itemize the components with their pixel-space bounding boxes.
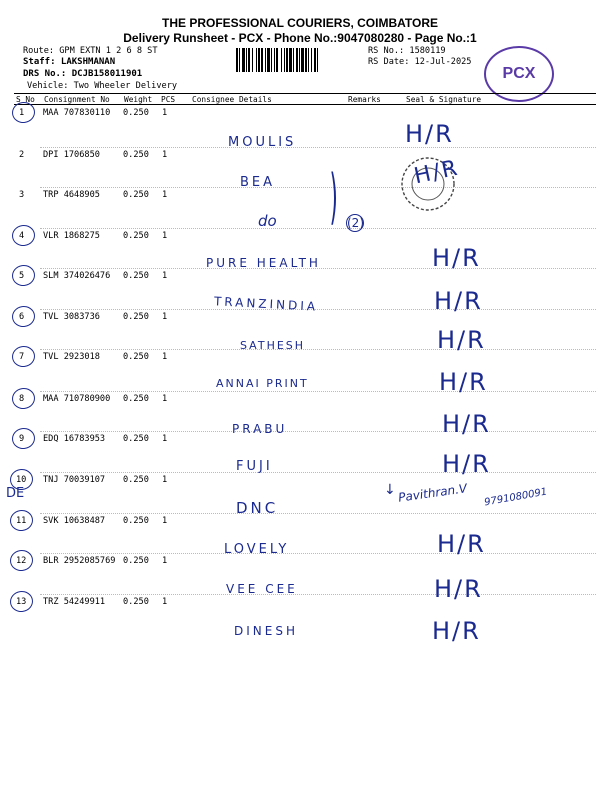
row-sno: 4	[19, 231, 25, 241]
arrow-icon: ↓	[384, 482, 396, 498]
row-pcs: 1	[162, 190, 168, 200]
row-weight: 0.250	[123, 475, 149, 485]
row-pcs: 1	[162, 516, 168, 526]
serial-circle-mark	[9, 590, 35, 614]
row-pcs: 1	[162, 475, 168, 485]
row-pcs: 1	[162, 108, 168, 118]
row-pcs: 1	[162, 271, 168, 281]
rs-date: RS Date: 12-Jul-2025	[368, 57, 472, 67]
serial-circle-mark	[11, 224, 37, 248]
row-weight: 0.250	[123, 556, 149, 566]
row-sno: 9	[19, 434, 25, 444]
row-weight: 0.250	[123, 516, 149, 526]
row-sno: 12	[16, 556, 27, 566]
row-sno: 3	[19, 190, 25, 200]
barcode-bar	[308, 48, 309, 72]
row-divider	[40, 472, 596, 473]
barcode-bar	[246, 48, 247, 72]
row-divider	[40, 228, 596, 229]
staff-line: Staff: LAKSHMANAN	[23, 57, 116, 67]
barcode-bar	[286, 48, 288, 72]
row-weight: 0.250	[123, 312, 149, 322]
header-rule-top	[14, 93, 596, 94]
row-pcs: 1	[162, 434, 168, 444]
remark-phone: 9791080091	[483, 486, 549, 509]
row-consignment: BLR 2952085769	[43, 556, 116, 566]
company-name: THE PROFESSIONAL COURIERS, COIMBATORE	[161, 16, 439, 30]
row-weight: 0.250	[123, 150, 149, 160]
row-divider	[40, 187, 596, 188]
row-sno: 13	[16, 597, 27, 607]
handwritten-name: VEE CEE	[226, 582, 298, 596]
vehicle-line: Vehicle: Two Wheeler Delivery	[27, 81, 178, 91]
row-consignment: EDQ 16783953	[43, 434, 106, 444]
barcode-bar	[301, 48, 304, 72]
signature-hr: H/R	[432, 617, 481, 645]
row-consignment: TRP 4648905	[43, 190, 100, 200]
route-line: Route: GPM EXTN 1 2 6 8 ST	[23, 46, 158, 56]
barcode	[236, 48, 362, 72]
serial-circle-mark	[11, 387, 37, 411]
barcode-bar	[317, 48, 318, 72]
col-consignee: Consignee Details	[192, 95, 272, 104]
signature-hr: H/R	[434, 575, 483, 603]
row-pcs: 1	[162, 556, 168, 566]
barcode-bar	[274, 48, 275, 72]
col-pcs: PCS	[161, 95, 176, 104]
barcode-bar	[305, 48, 307, 72]
handwritten-bracket: )	[329, 162, 338, 232]
serial-circle-mark	[11, 264, 37, 288]
handwritten-name: MOULIS	[228, 135, 297, 150]
barcode-bar	[314, 48, 316, 72]
handwritten-name: LOVELY	[224, 542, 290, 557]
col-weight: Weight	[124, 95, 153, 104]
row-weight: 0.250	[123, 352, 149, 362]
signature-hr: H/R	[411, 155, 462, 190]
barcode-bar	[289, 48, 292, 72]
barcode-bar	[265, 48, 266, 72]
barcode-bar	[276, 48, 278, 72]
handwritten-name: DINESH	[234, 624, 298, 638]
barcode-bar	[311, 48, 312, 72]
serial-circle-mark	[9, 509, 35, 533]
margin-note: DE	[6, 486, 25, 501]
col-remarks: Remarks	[348, 95, 381, 104]
row-weight: 0.250	[123, 394, 149, 404]
signature-hr: H/R	[437, 530, 486, 558]
row-consignment: VLR 1868275	[43, 231, 100, 241]
serial-circle-mark	[9, 549, 35, 573]
row-divider	[40, 147, 596, 148]
col-sno: S No	[16, 95, 35, 104]
row-consignment: MAA 710780900	[43, 394, 111, 404]
row-pcs: 1	[162, 352, 168, 362]
serial-circle-mark	[11, 345, 37, 369]
barcode-bar	[284, 48, 285, 72]
signature-hr: H/R	[442, 410, 491, 438]
row-sno: 5	[19, 271, 25, 281]
row-pcs: 1	[162, 597, 168, 607]
handwritten-name: BEA	[240, 175, 276, 190]
row-sno: 8	[19, 394, 25, 404]
row-divider	[40, 349, 596, 350]
row-sno: 7	[19, 352, 25, 362]
row-weight: 0.250	[123, 434, 149, 444]
barcode-bar	[239, 48, 240, 72]
row-divider	[40, 553, 596, 554]
row-pcs: 1	[162, 312, 168, 322]
signature-hr: H/R	[434, 287, 483, 315]
barcode-bar	[271, 48, 272, 72]
serial-circle-mark	[11, 305, 37, 329]
row-consignment: TVL 2923018	[43, 352, 100, 362]
col-seal: Seal & Signature	[406, 95, 482, 104]
row-consignment: TVL 3083736	[43, 312, 100, 322]
barcode-bar	[261, 48, 263, 72]
handwritten-name: do	[258, 212, 277, 230]
row-consignment: SLM 374026476	[43, 271, 111, 281]
handwritten-name: ANNAI PRINT	[216, 377, 309, 390]
signature-hr: H/R	[437, 326, 486, 354]
row-divider	[40, 513, 596, 514]
signature-hr: H/R	[405, 120, 454, 148]
signature-hr: H/R	[439, 368, 488, 396]
handwritten-name: FUJI	[236, 459, 273, 474]
row-consignment: SVK 10638487	[43, 516, 106, 526]
col-consignment: Consignment No	[44, 95, 110, 104]
barcode-bar	[236, 48, 238, 72]
row-divider	[40, 431, 596, 432]
row-consignment: DPI 1706850	[43, 150, 100, 160]
row-divider	[40, 594, 596, 595]
handwritten-name: DNC	[236, 499, 279, 517]
row-divider	[40, 309, 596, 310]
row-sno: 10	[16, 475, 27, 485]
row-weight: 0.250	[123, 108, 149, 118]
handwritten-name: PURE HEALTH	[206, 256, 321, 270]
row-sno: 1	[19, 108, 25, 118]
barcode-bar	[252, 48, 253, 72]
handwritten-count: (2)	[347, 216, 364, 230]
row-pcs: 1	[162, 150, 168, 160]
drs-number: DRS No.: DCJB158011901	[23, 69, 143, 79]
row-consignment: MAA 707830110	[43, 108, 111, 118]
handwritten-name: TRANZINDIA	[213, 294, 319, 314]
row-divider	[40, 391, 596, 392]
row-weight: 0.250	[123, 597, 149, 607]
row-consignment: TNJ 70039107	[43, 475, 106, 485]
row-sno: 6	[19, 312, 25, 322]
signature-hr: H/R	[432, 244, 481, 272]
barcode-bar	[256, 48, 257, 72]
serial-circle-mark	[11, 427, 37, 451]
barcode-bar	[248, 48, 250, 72]
barcode-bar	[258, 48, 260, 72]
barcode-bar	[296, 48, 298, 72]
rs-number: RS No.: 1580119	[368, 46, 446, 56]
barcode-bar	[242, 48, 245, 72]
handwritten-name: PRABU	[232, 422, 288, 436]
row-consignment: TRZ 54249911	[43, 597, 106, 607]
row-sno: 11	[16, 516, 27, 526]
barcode-bar	[281, 48, 282, 72]
row-weight: 0.250	[123, 190, 149, 200]
barcode-bar	[293, 48, 294, 72]
row-pcs: 1	[162, 231, 168, 241]
pcx-stamp-text: PCX	[502, 65, 536, 82]
handwritten-name: SATHESH	[240, 339, 306, 352]
remark-name: Pavithran.V	[397, 481, 468, 505]
barcode-bar	[267, 48, 270, 72]
runsheet-title: Delivery Runsheet - PCX - Phone No.:9047080280 - Page No.:1	[123, 31, 477, 45]
row-weight: 0.250	[123, 231, 149, 241]
row-sno: 2	[19, 150, 25, 160]
header-rule-bottom	[14, 104, 596, 105]
row-pcs: 1	[162, 394, 168, 404]
row-weight: 0.250	[123, 271, 149, 281]
signature-hr: H/R	[442, 450, 491, 478]
barcode-bar	[299, 48, 300, 72]
